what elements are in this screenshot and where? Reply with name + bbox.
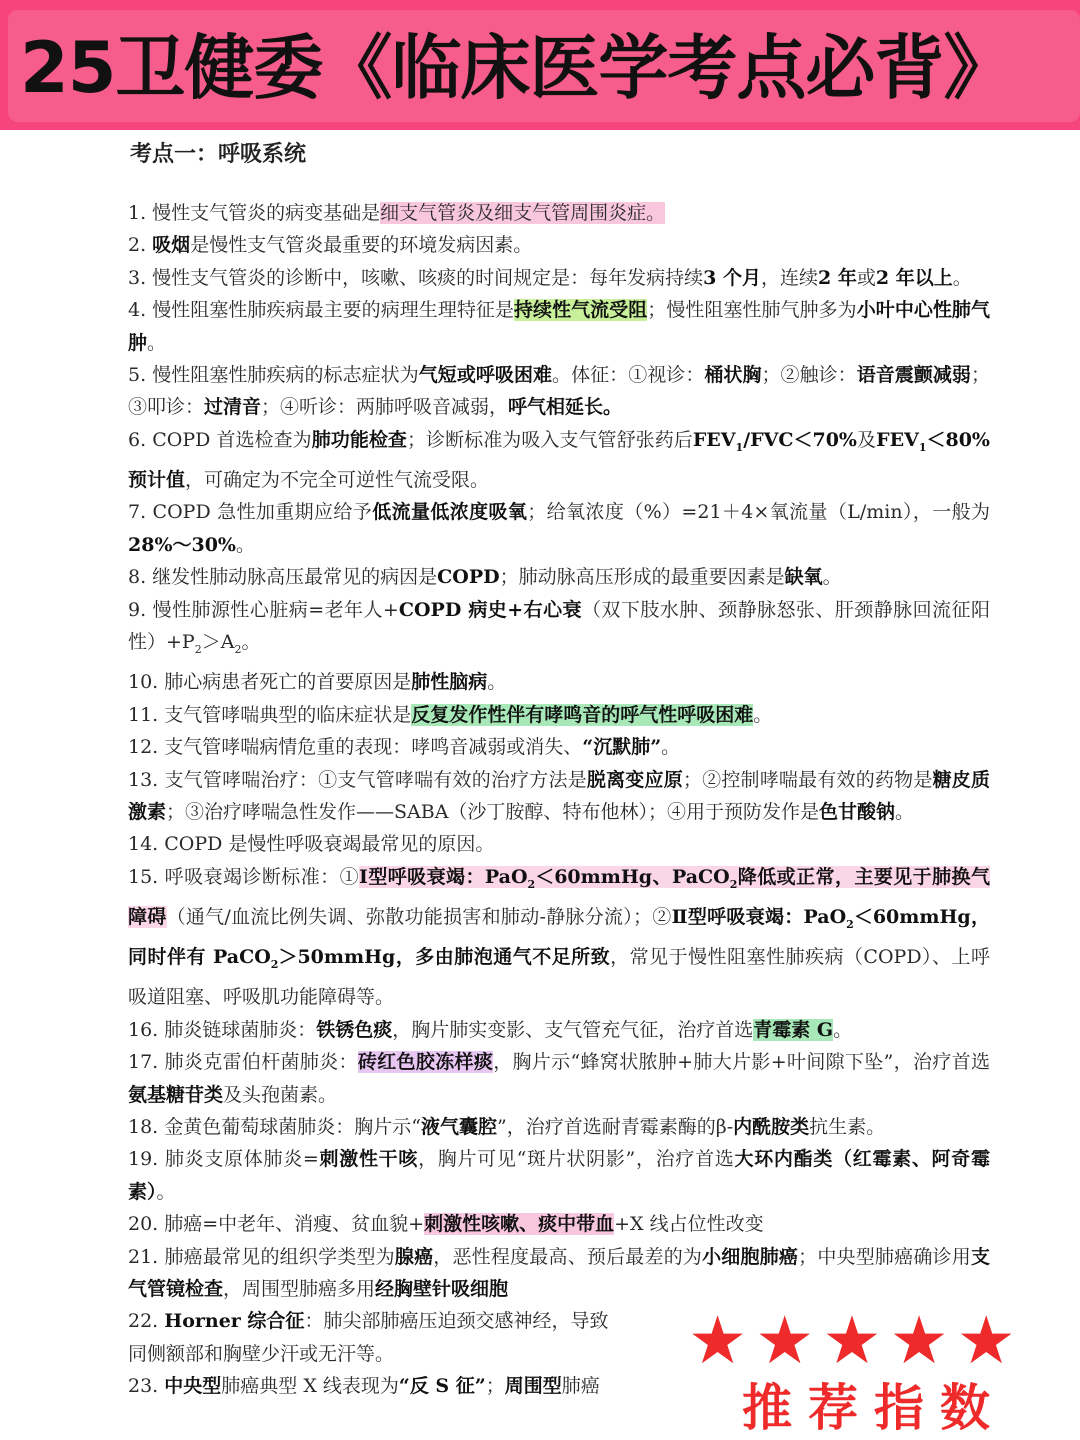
list-item: 13. 支气管哮喘治疗：①支气管哮喘有效的治疗方法是脱离变应原；②控制哮喘最有效的药物是糖皮质激素；③治疗哮喘急性发作——SABA（沙丁胺醇、特布他林）；④用于预防发作是色甘酸钠。 (128, 768, 990, 823)
list-item: 7. COPD 急性加重期应给予低流量低浓度吸氧；给氧浓度（%）=21＋4×氧流量（L/min），一般为28%～30%。 (128, 501, 991, 556)
list-item: 17. 肺炎克雷伯杆菌肺炎：砖红色胶冻样痰，胸片示“蜂窝状脓肿+肺大片影+叶间隙下坠”，治疗首选氨基糖苷类及头孢菌素。 (128, 1051, 990, 1106)
notes-content (128, 197, 990, 1403)
list-item: 12. 支气管哮喘病情危重的表现：哮鸣音减弱或消失、“沉默肺”。 (128, 736, 681, 759)
list-item: 11. 支气管哮喘典型的临床症状是反复发作性伴有哮鸣音的呼气性呼吸困难。 (128, 703, 773, 726)
list-item: 6. COPD 首选检查为肺功能检查；诊断标准为吸入支气管舒张药后$FEV_1/FVC<70\%$及$FEV_1<80\%$ 预计值，可确定为不完全可逆性气流受限。 (128, 428, 990, 492)
list-item: 23. 中央型肺癌典型 X 线表现为“反 S 征”；周围型肺癌 (128, 1375, 600, 1398)
rating-stars-icon: ★★★★★ (688, 1302, 1024, 1379)
rating-label: 推荐指数 (742, 1379, 1006, 1437)
list-item: 1. 慢性支气管炎的病变基础是细支气管炎及细支气管周围炎症。 (128, 202, 666, 224)
list-item: 21. 肺癌最常见的组织学类型为腺癌，恶性程度最高、预后最差的为小细胞肺癌；中央型肺癌确诊用支气管镜检查，周围型肺癌多用经胸壁针吸细胞 (128, 1245, 990, 1300)
section-title: 考点一：呼吸系统 (130, 141, 307, 167)
list-item: 20. 肺癌=中老年、消瘦、贫血貌+刺激性咳嗽、痰中带血+X 线占位性改变 (128, 1213, 764, 1236)
title-banner (0, 0, 1080, 130)
list-item: 8. 继发性肺动脉高压最常见的病因是COPD；肺动脉高压形成的最重要因素是缺氧。 (128, 566, 842, 589)
list-item: 18. 金黄色葡萄球菌肺炎：胸片示“液气囊腔”，治疗首选耐青霉素酶的β-内酰胺类抗生素。 (128, 1115, 886, 1138)
list-item: 2. 吸烟是慢性支气管炎最重要的环境发病因素。 (128, 234, 533, 257)
list-item: 14. COPD 是慢性呼吸衰竭最常见的原因。 (128, 833, 495, 856)
list-item: 16. 肺炎链球菌肺炎：铁锈色痰，胸片肺实变影、支气管充气征，治疗首选青霉素 G。 (128, 1018, 853, 1041)
list-item: 9. 慢性肺源性心脏病=老年人+COPD 病史+右心衰（双下肢水肿、颈静脉怒张、肝颈静脉回流征阳性）$+P_2>A_2$。 (128, 598, 990, 656)
list-item: 19. 肺炎支原体肺炎=刺激性干咳，胸片可见“斑片状阴影”，治疗首选大环内酯类（红霉素、阿奇霉素）。 (128, 1148, 990, 1203)
list-item: 4. 慢性阻塞性肺疾病最主要的病理生理特征是持续性气流受阻；慢性阻塞性肺气肿多为小叶中心性肺气肿。 (128, 299, 990, 354)
list-item: 5. 慢性阻塞性肺疾病的标志症状为气短或呼吸困难。体征：①视诊：桶状胸；②触诊：语音震颤减弱；③叩诊：过清音；④听诊：两肺呼吸音减弱，呼气相延长。 (128, 364, 990, 419)
list-item: 22. Horner 综合征：肺尖部肺癌压迫颈交感神经，导致 同侧额部和胸壁少汗或无汗等。 (128, 1310, 609, 1365)
page-title: 25卫健委《临床医学考点必背》 (20, 27, 1013, 109)
list-item: 15. 呼吸衰竭诊断标准：①Ⅰ型呼吸衰竭：PaO$_2$＜60mmHg、PaCO$_2$降低或正常，主要见于肺换气障碍（通气/血流比例失调、弥散功能损害和肺动-静脉分流）；②Ⅱ型呼吸衰竭：PaO$_2$＜60mmHg，同时伴有 PaCO$_2$＞50mmHg，多由肺泡通气不足所致，常见于慢性阻塞性肺疾病（COPD）、上呼吸道阻塞、呼吸肌功能障碍等。 (128, 865, 990, 1009)
list-item: 10. 肺心病患者死亡的首要原因是肺性脑病。 (128, 671, 507, 694)
list-item: 3. 慢性支气管炎的诊断中，咳嗽、咳痰的时间规定是：每年发病持续3 个月，连续2 年或2 年以上。 (128, 266, 972, 289)
